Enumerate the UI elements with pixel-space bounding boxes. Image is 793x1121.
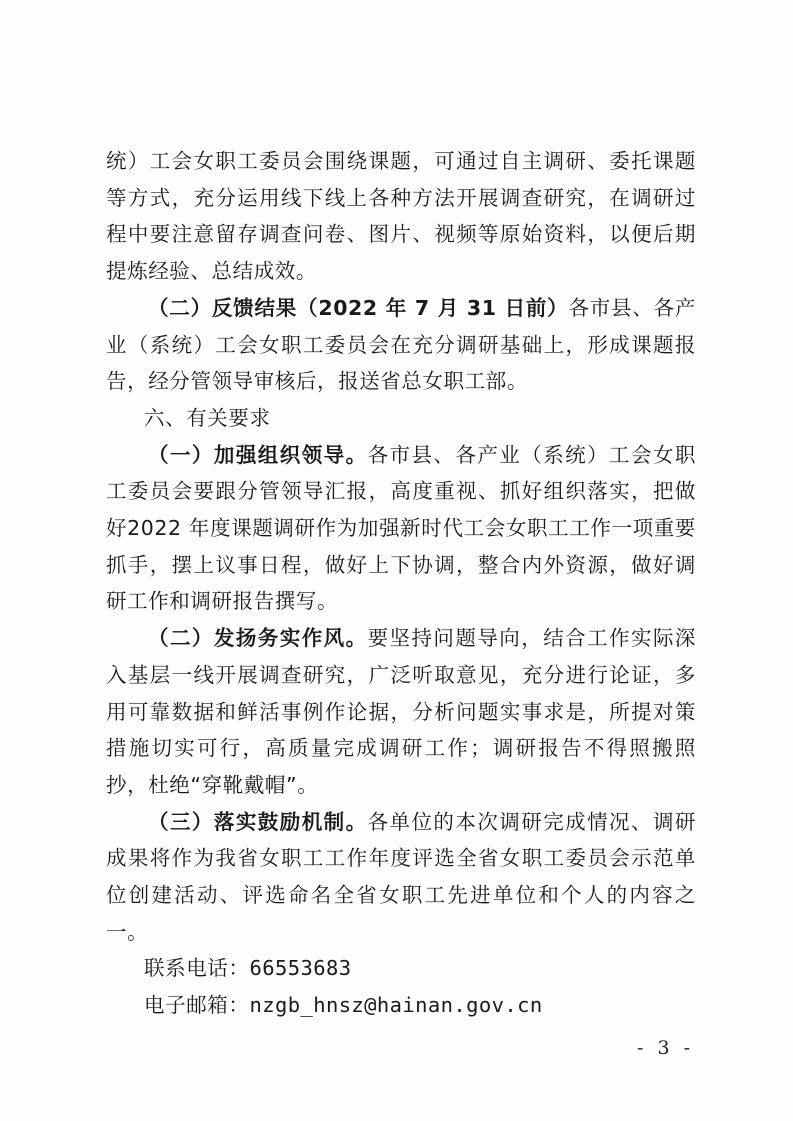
page-number: - 3 - xyxy=(637,1037,695,1059)
paragraph-text: 统）工会女职工委员会围绕课题，可通过自主调研、委托课题等方式，充分运用线下线上各种方法开展调查研究，在调研过程中要注意留存调查问卷、图片、视频等原始资料，以便后期提炼经验、总结成效。 xyxy=(106,149,696,284)
paragraph-bold-lead: （二）反馈结果（2022 年 7 月 31 日前） xyxy=(148,295,569,320)
paragraph-text: 各市县、各产业（系统）工会女职工委员会在充分调研基础上，形成课题报告，经分管领导审核后，报送省总女职工部。 xyxy=(106,295,696,394)
paragraph-bold-lead: （三）落实鼓励机制。 xyxy=(148,809,368,834)
contact-phone-value: 66553683 xyxy=(249,956,352,981)
paragraph-feedback-results xyxy=(106,290,696,400)
paragraph-bold-lead: （一）加强组织领导。 xyxy=(148,442,368,467)
paragraph-organization-leadership xyxy=(106,437,696,621)
section-heading-requirements: 六、有关要求 xyxy=(144,405,271,430)
contact-email-label: 电子邮箱： xyxy=(144,993,250,1018)
paragraph-incentive-mechanism xyxy=(106,804,696,951)
contact-phone xyxy=(106,950,696,987)
document-body xyxy=(106,143,696,1024)
paragraph-text: 要坚持问题导向，结合工作实际深入基层一线开展调查研究，广泛听取意见，充分进行论证，多用可靠数据和鲜活事例作论据，分析问题实事求是，所提对策措施切实可行，高质量完成调研工作；调研报告不得照搬照抄，杜绝“穿靴戴帽”。 xyxy=(106,626,697,797)
paragraph-practical-style xyxy=(106,620,696,804)
contact-email-value: nzgb_hnsz@hainan.gov.cn xyxy=(249,993,543,1018)
paragraph-bold-lead: （二）发扬务实作风。 xyxy=(148,626,368,651)
contact-phone-label: 联系电话： xyxy=(144,956,250,981)
paragraph-research-methods xyxy=(106,143,696,290)
contact-email xyxy=(106,987,696,1024)
paragraph-text: 各单位的本次调研完成情况、调研成果将作为我省女职工工作年度评选全省女职工委员会示范单位创建活动、评选命名全省女职工先进单位和个人的内容之一。 xyxy=(106,809,697,944)
paragraph-text: 各市县、各产业（系统）工会女职工委员会要跟分管领导汇报，高度重视、抓好组织落实，把做好2022 年度课题调研作为加强新时代工会女职工工作一项重要抓手，摆上议事日程，做好上下协调，整合内外资源，做好调研工作和调研报告撰写。 xyxy=(106,442,697,614)
